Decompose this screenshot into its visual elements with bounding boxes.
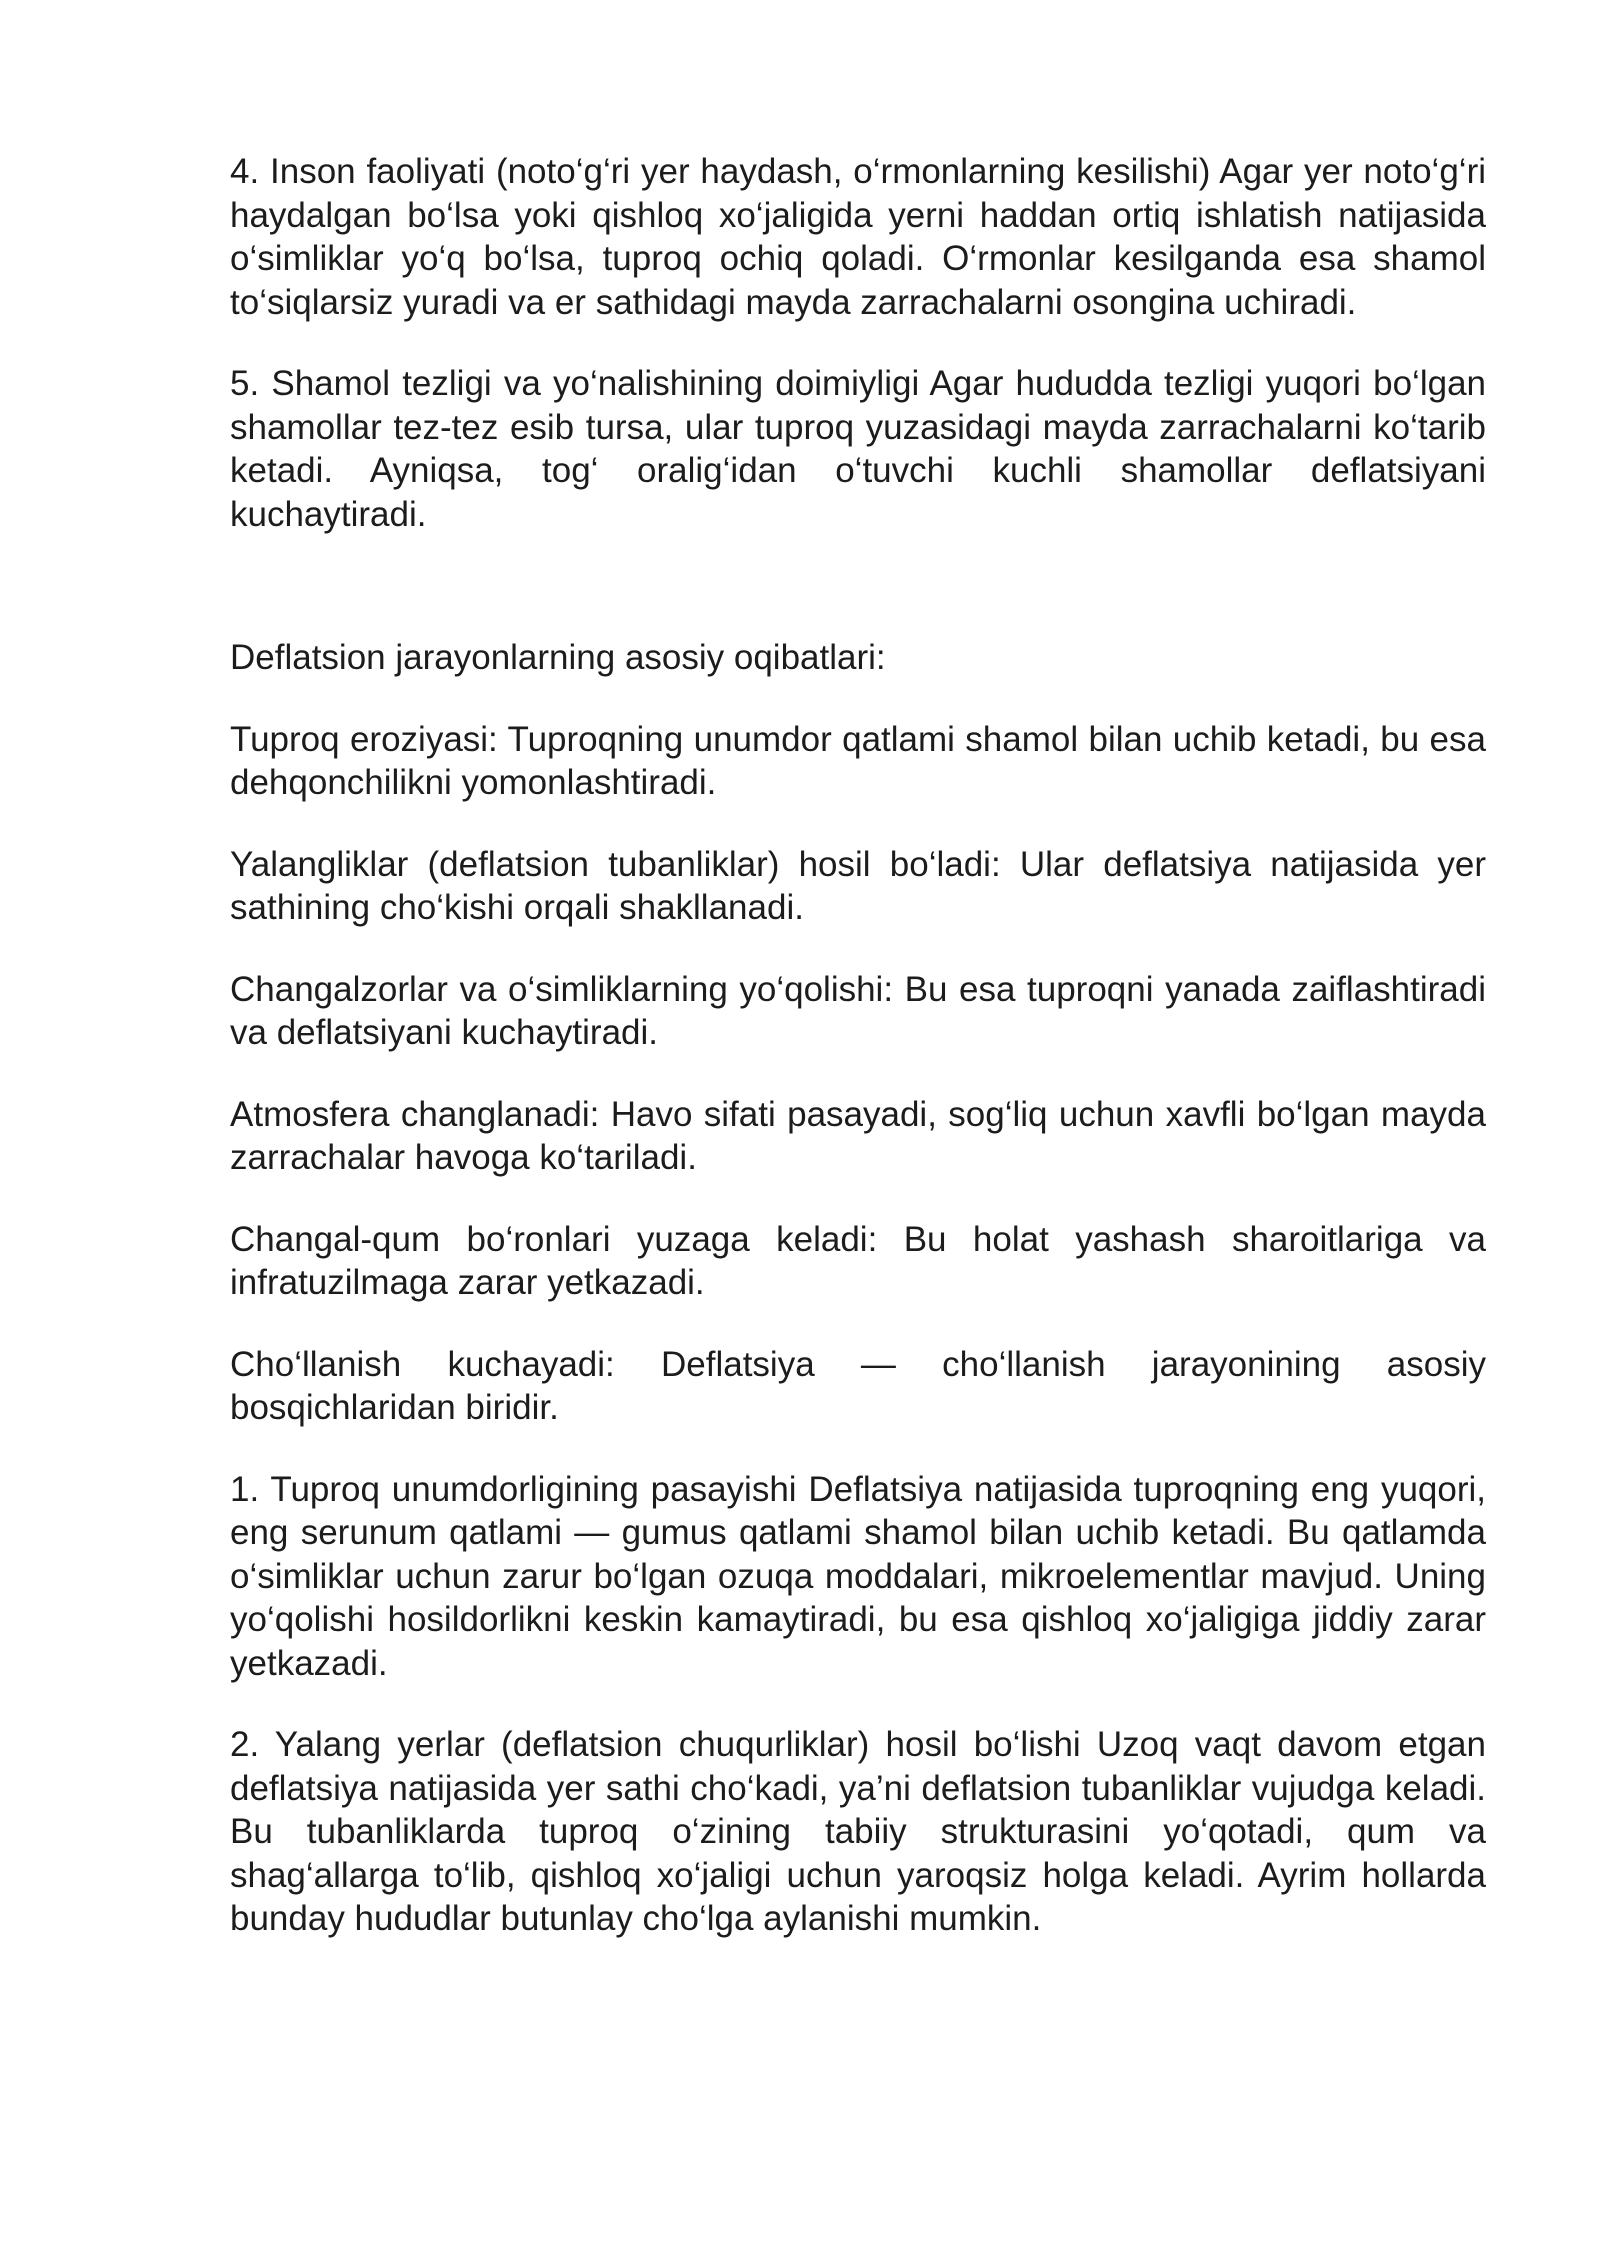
document-page [230, 150, 1486, 1979]
paragraph-deflation-hollows: 2. Yalang yerlar (deflatsion chuqurliklar) hosil bo‘lishi Uzoq vaqt davom etgan deflatsiya natijasida yer sathi cho‘kadi, ya’ni deflatsion tubanliklar vujudga keladi. Bu tubanliklarda tuproq o‘zining tabiiy strukturasini yo‘qotadi, qum va shag‘allarga to‘lib, qishloq xo‘jaligi uchun yaroqsiz holga keladi. Ayrim hollarda bunday hududlar butunlay cho‘lga aylanishi mumkin. [230, 1725, 1486, 1938]
paragraph-soil-erosion: Tuproq eroziyasi: Tuproqning unumdor qatlami shamol bilan uchib ketadi, bu esa dehqonchilikni yomonlashtiradi. [230, 719, 1486, 802]
paragraph-bare-lands: Yalangliklar (deflatsion tubanliklar) hosil bo‘ladi: Ular deflatsiya natijasida yer sathining cho‘kishi orqali shakllanadi. [230, 844, 1486, 927]
paragraph-atmosphere-dust: Atmosfera changlanadi: Havo sifati pasayadi, sog‘liq uchun xavfli bo‘lgan mayda zarrachalar havoga ko‘tariladi. [230, 1094, 1486, 1177]
paragraph-vegetation-loss: Changalzorlar va o‘simliklarning yo‘qolishi: Bu esa tuproqni yanada zaiflashtiradi va deflatsiyani kuchaytiradi. [230, 969, 1486, 1052]
paragraph-human-activity: 4. Inson faoliyati (noto‘g‘ri yer haydash, o‘rmonlarning kesilishi) Agar yer noto‘g‘ri haydalgan bo‘lsa yoki qishloq xo‘jaligida yerni haddan ortiq ishlatish natijasida o‘simliklar yo‘q bo‘lsa, tuproq ochiq qoladi. O‘rmonlar kesilganda esa shamol to‘siqlarsiz yuradi va er sathidagi mayda zarrachalarni osongina uchiradi. [230, 152, 1486, 322]
paragraph-wind-speed: 5. Shamol tezligi va yo‘nalishining doimiyligi Agar hududda tezligi yuqori bo‘lgan shamollar tez-tez esib tursa, ular tuproq yuzasidagi mayda zarrachalarni ko‘tarib ketadi. Ayniqsa, tog‘ oralig‘idan o‘tuvchi kuchli shamollar deflatsiyani kuchaytiradi. [230, 364, 1486, 534]
paragraph-fertility-decline: 1. Tuproq unumdorligining pasayishi Deflatsiya natijasida tuproqning eng yuqori, eng serunum qatlami — gumus qatlami shamol bilan uchib ketadi. Bu qatlamda o‘simliklar uchun zarur bo‘lgan ozuqa moddalari, mikroelementlar mavjud. Uning yo‘qolishi hosildorlikni keskin kamaytiradi, bu esa qishloq xo‘jaligiga jiddiy zarar yetkazadi. [230, 1469, 1486, 1683]
paragraph-desertification: Cho‘llanish kuchayadi: Deflatsiya — cho‘llanish jarayonining asosiy bosqichlaridan biridir. [230, 1344, 1486, 1427]
section-heading-consequences: Deflatsion jarayonlarning asosiy oqibatlari: [230, 638, 886, 677]
paragraph-dust-storms: Changal-qum bo‘ronlari yuzaga keladi: Bu holat yashash sharoitlariga va infratuzilmaga zarar yetkazadi. [230, 1219, 1486, 1302]
